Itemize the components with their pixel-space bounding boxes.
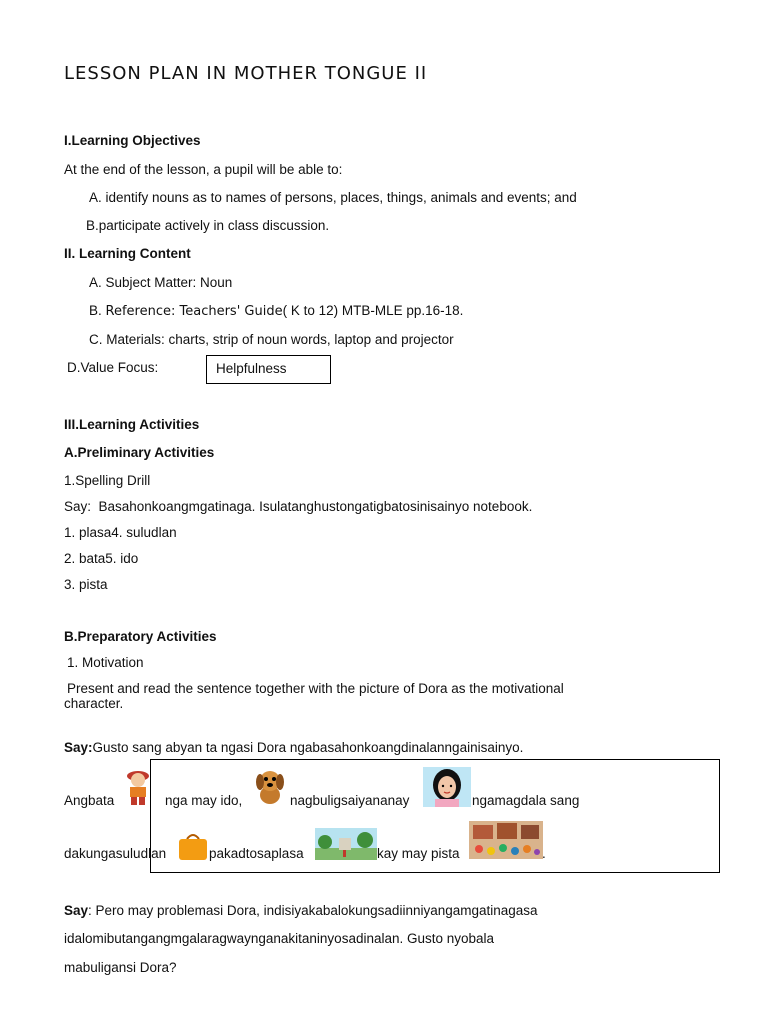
story-word-7: kay may pista bbox=[377, 846, 460, 861]
objectives-intro: At the end of the lesson, a pupil will be able to: bbox=[64, 162, 343, 177]
say3-label: Say bbox=[64, 903, 89, 918]
bag-picture bbox=[177, 832, 209, 860]
preliminary-heading: A.Preliminary Activities bbox=[64, 445, 215, 460]
say-line bbox=[64, 499, 532, 515]
subject-matter: A. Subject Matter: Noun bbox=[89, 275, 233, 290]
say-text: Basahonkoangmgatinaga. Isulatanghustongatigbatosinisainyo notebook. bbox=[91, 499, 533, 514]
objectives-heading: I.Learning Objectives bbox=[64, 133, 201, 148]
motivation-item: 1. Motivation bbox=[67, 655, 144, 670]
story-word-2: nga may ido, bbox=[165, 793, 243, 808]
say2-label: Say: bbox=[64, 740, 93, 755]
word-item-1: 1. plasa4. suludlan bbox=[64, 525, 177, 540]
reference-prefix: B. bbox=[89, 303, 106, 318]
word-item-3: 3. pista bbox=[64, 577, 108, 592]
say3-line-2: idalomibutangangmgalaragwaynganakitaninyosadinalan. Gusto nyobala bbox=[64, 931, 495, 946]
value-focus-box bbox=[206, 355, 331, 384]
reference-label: Reference: Teachers' Guide bbox=[105, 304, 283, 319]
word-item-2: 2. bata5. ido bbox=[64, 551, 139, 566]
mother-picture bbox=[423, 767, 471, 807]
dog-picture bbox=[252, 768, 288, 806]
value-focus-label: D.Value Focus: bbox=[67, 360, 159, 375]
story-word-3: nagbuligsaiyananay bbox=[290, 793, 410, 808]
page-title: LESSON PLAN IN MOTHER TONGUE II bbox=[64, 63, 428, 84]
value-focus-value: Helpfulness bbox=[216, 361, 287, 376]
story-word-1: Angbata bbox=[64, 793, 115, 808]
say3-line bbox=[64, 903, 538, 919]
present-line-1: Present and read the sentence together with the picture of Dora as the motivational bbox=[67, 681, 564, 696]
say3-text: : Pero may problemasi Dora, indisiyakabalokungsadiinniyangamgatinagasa bbox=[88, 903, 538, 918]
say2-text: Gusto sang abyan ta ngasi Dora ngabasahonkoangdinalanngainisainyo. bbox=[92, 740, 524, 755]
materials-line: C. Materials: charts, strip of noun words, laptop and projector bbox=[89, 332, 454, 347]
park-picture bbox=[315, 828, 377, 860]
reference-line bbox=[89, 303, 463, 320]
objective-b: B.participate actively in class discussion. bbox=[86, 218, 330, 233]
story-word-6: pakadtosaplasa bbox=[209, 846, 304, 861]
say-label: Say: bbox=[64, 499, 92, 514]
story-word-4: ngamagdala sang bbox=[472, 793, 580, 808]
story-word-5: dakungasuludlan bbox=[64, 846, 167, 861]
spelling-drill: 1.Spelling Drill bbox=[64, 473, 151, 488]
present-line-2: character. bbox=[64, 696, 124, 711]
activities-heading: III.Learning Activities bbox=[64, 417, 200, 432]
content-heading: II. Learning Content bbox=[64, 246, 191, 261]
say2-line bbox=[64, 740, 523, 756]
boy-picture bbox=[120, 768, 156, 806]
say3-line-3: mabuligansi Dora? bbox=[64, 960, 177, 975]
reference-rest: ( K to 12) MTB-MLE pp.16-18. bbox=[282, 303, 464, 318]
preparatory-heading: B.Preparatory Activities bbox=[64, 629, 217, 644]
festival-picture bbox=[469, 821, 543, 859]
story-word-8: . bbox=[542, 846, 546, 861]
objective-a: A. identify nouns as to names of persons, places, things, animals and events; and bbox=[89, 190, 577, 205]
